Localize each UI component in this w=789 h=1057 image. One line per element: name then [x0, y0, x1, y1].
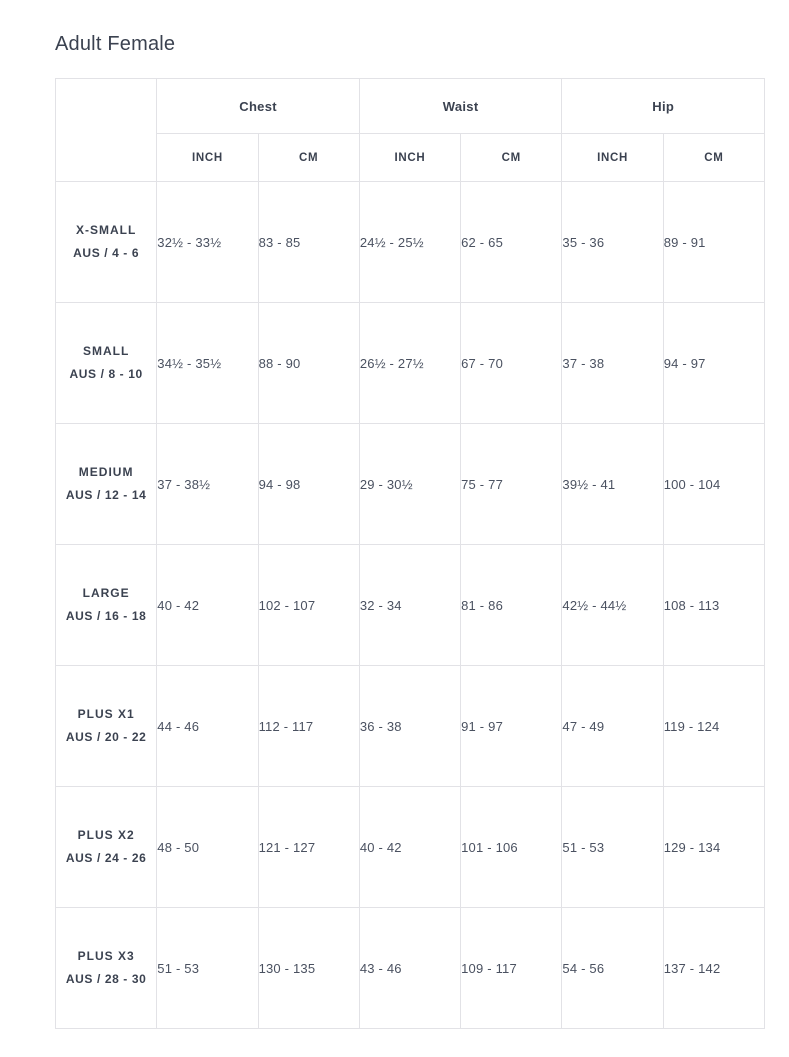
table-header-row-groups — [56, 79, 765, 134]
cell-chest-inch: 48 - 50 — [157, 787, 258, 908]
size-label: PLUS X1 — [77, 707, 135, 722]
size-aus-label: AUS / 16 - 18 — [65, 609, 147, 623]
row-header-size — [56, 787, 157, 908]
size-label: PLUS X2 — [77, 828, 135, 843]
cell-chest-cm: 94 - 98 — [258, 424, 359, 545]
column-header-hip-inch: INCH — [562, 134, 663, 182]
table-row — [56, 424, 765, 545]
table-row — [56, 303, 765, 424]
cell-hip-cm: 94 - 97 — [663, 303, 764, 424]
cell-hip-cm: 100 - 104 — [663, 424, 764, 545]
table-row — [56, 666, 765, 787]
table-header — [56, 79, 765, 182]
cell-hip-inch: 47 - 49 — [562, 666, 663, 787]
size-aus-label: AUS / 4 - 6 — [73, 246, 140, 260]
row-header-size — [56, 908, 157, 1029]
table-body — [56, 182, 765, 1029]
table-row — [56, 787, 765, 908]
table-row — [56, 545, 765, 666]
row-header-size — [56, 545, 157, 666]
column-group-chest: Chest — [157, 79, 360, 134]
size-aus-label: AUS / 12 - 14 — [65, 488, 147, 502]
cell-hip-cm: 129 - 134 — [663, 787, 764, 908]
cell-hip-cm: 89 - 91 — [663, 182, 764, 303]
row-header-size — [56, 303, 157, 424]
row-header-size — [56, 666, 157, 787]
column-header-chest-cm: CM — [258, 134, 359, 182]
cell-waist-inch: 36 - 38 — [359, 666, 460, 787]
page-title: Adult Female — [55, 33, 176, 55]
cell-hip-inch: 39½ - 41 — [562, 424, 663, 545]
cell-waist-cm: 101 - 106 — [461, 787, 562, 908]
column-group-hip: Hip — [562, 79, 765, 134]
cell-chest-cm: 102 - 107 — [258, 545, 359, 666]
cell-hip-inch: 51 - 53 — [562, 787, 663, 908]
column-header-waist-cm: CM — [461, 134, 562, 182]
cell-chest-cm: 88 - 90 — [258, 303, 359, 424]
cell-waist-cm: 67 - 70 — [461, 303, 562, 424]
cell-hip-cm: 137 - 142 — [663, 908, 764, 1029]
size-aus-label: AUS / 20 - 22 — [65, 730, 147, 744]
cell-hip-inch: 54 - 56 — [562, 908, 663, 1029]
column-header-waist-inch: INCH — [359, 134, 460, 182]
cell-waist-inch: 26½ - 27½ — [359, 303, 460, 424]
cell-waist-cm: 81 - 86 — [461, 545, 562, 666]
size-aus-label: AUS / 28 - 30 — [65, 972, 147, 986]
cell-chest-cm: 130 - 135 — [258, 908, 359, 1029]
size-aus-label: AUS / 8 - 10 — [69, 367, 143, 381]
column-header-hip-cm: CM — [663, 134, 764, 182]
cell-hip-inch: 37 - 38 — [562, 303, 663, 424]
cell-waist-inch: 24½ - 25½ — [359, 182, 460, 303]
cell-chest-inch: 40 - 42 — [157, 545, 258, 666]
size-label: SMALL — [82, 344, 130, 359]
size-chart-table-wrapper — [55, 78, 765, 1029]
size-label: X-SMALL — [75, 223, 137, 238]
cell-chest-inch: 51 - 53 — [157, 908, 258, 1029]
cell-waist-inch: 40 - 42 — [359, 787, 460, 908]
cell-hip-inch: 35 - 36 — [562, 182, 663, 303]
size-label: LARGE — [82, 586, 130, 601]
cell-chest-inch: 34½ - 35½ — [157, 303, 258, 424]
cell-hip-cm: 119 - 124 — [663, 666, 764, 787]
cell-chest-cm: 83 - 85 — [258, 182, 359, 303]
table-row — [56, 182, 765, 303]
column-group-waist: Waist — [359, 79, 562, 134]
cell-waist-inch: 32 - 34 — [359, 545, 460, 666]
cell-waist-cm: 91 - 97 — [461, 666, 562, 787]
size-label: MEDIUM — [78, 465, 134, 480]
cell-hip-inch: 42½ - 44½ — [562, 545, 663, 666]
cell-waist-inch: 29 - 30½ — [359, 424, 460, 545]
column-header-chest-inch: INCH — [157, 134, 258, 182]
cell-waist-cm: 75 - 77 — [461, 424, 562, 545]
cell-chest-inch: 44 - 46 — [157, 666, 258, 787]
cell-waist-cm: 109 - 117 — [461, 908, 562, 1029]
row-header-size — [56, 424, 157, 545]
cell-chest-cm: 112 - 117 — [258, 666, 359, 787]
size-chart-table — [55, 78, 765, 1029]
table-corner-cell — [56, 79, 157, 182]
row-header-size — [56, 182, 157, 303]
cell-chest-inch: 32½ - 33½ — [157, 182, 258, 303]
table-header-row-units — [56, 134, 765, 182]
cell-chest-cm: 121 - 127 — [258, 787, 359, 908]
size-aus-label: AUS / 24 - 26 — [65, 851, 147, 865]
cell-chest-inch: 37 - 38½ — [157, 424, 258, 545]
size-label: PLUS X3 — [77, 949, 135, 964]
cell-waist-inch: 43 - 46 — [359, 908, 460, 1029]
table-row — [56, 908, 765, 1029]
cell-waist-cm: 62 - 65 — [461, 182, 562, 303]
cell-hip-cm: 108 - 113 — [663, 545, 764, 666]
